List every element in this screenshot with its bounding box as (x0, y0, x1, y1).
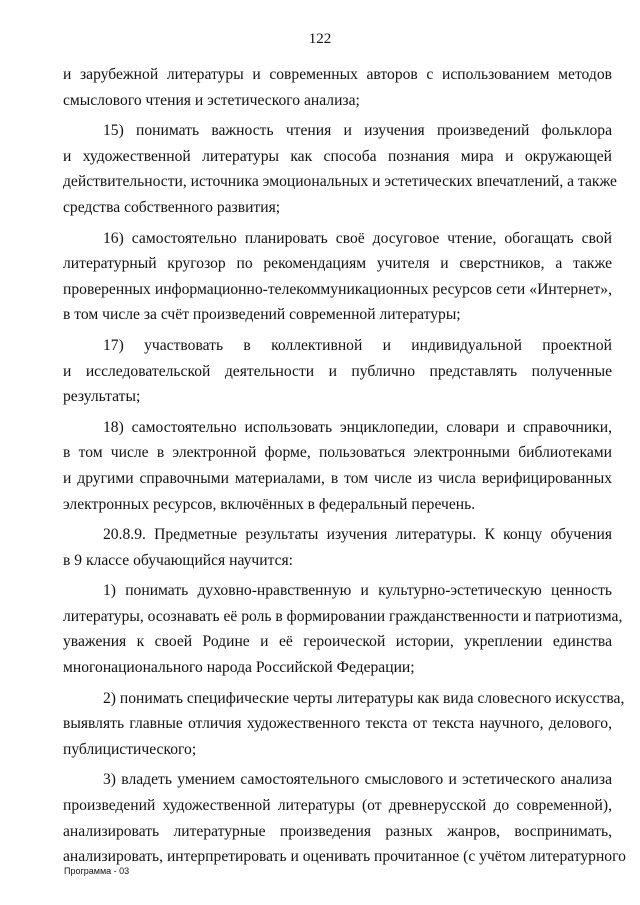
text-line: проверенных информационно-телекоммуникационных ресурсов сети «Интернет», (63, 280, 612, 298)
text-line: анализировать, интерпретировать и оценивать прочитанное (с учётом литературного (63, 848, 626, 866)
page-footer: Программа - 03 (64, 866, 130, 876)
text-line: средства собственного развития; (63, 198, 281, 216)
text-line: литературы, осознавать её роль в формировании гражданственности и патриотизма, (63, 607, 623, 625)
text-line: и другими справочными материалами, в том числе из числа верифицированных (63, 469, 612, 487)
text-line: 16) самостоятельно планировать своё досуговое чтение, обогащать свой (103, 229, 612, 247)
text-line: результаты; (63, 388, 141, 406)
text-line: многонационального народа Российской Федерации; (63, 659, 415, 677)
text-line: анализировать литературные произведения разных жанров, воспринимать, (63, 822, 612, 840)
text-line: и зарубежной литературы и современных авторов с использованием методов (63, 66, 612, 83)
text-line: в том числе в электронной форме, пользоваться электронными библиотеками (63, 444, 612, 462)
text-line: в том числе за счёт произведений современной литературы; (63, 306, 461, 324)
text-line: публицистического; (63, 740, 197, 758)
text-line: 1) понимать духовно-нравственную и культурно-эстетическую ценность (103, 582, 612, 600)
text-line: в 9 классе обучающийся научится: (63, 551, 294, 569)
text-line: и исследовательской деятельности и публично представлять полученные (63, 362, 612, 380)
text-line: 3) владеть умением самостоятельного смыслового и эстетического анализа (103, 771, 612, 789)
document-body (63, 62, 626, 870)
text-line: выявлять главные отличия художественного текста от текста научного, делового, (63, 715, 612, 733)
text-line: 18) самостоятельно использовать энциклопедии, словари и справочники, (103, 418, 612, 436)
page-number: 122 (308, 31, 332, 47)
text-line: электронных ресурсов, включённых в федеральный перечень. (63, 495, 476, 513)
text-line: уважения к своей Родине и её героической истории, укреплении единства (63, 633, 612, 651)
text-line: и художественной литературы как способа познания мира и окружающей (63, 147, 612, 165)
text-line: 17) участвовать в коллективной и индивидуальной проектной (103, 336, 612, 354)
text-line: действительности, источника эмоциональных и эстетических впечатлений, а также (63, 173, 617, 191)
text-line: смыслового чтения и эстетического анализа; (63, 91, 360, 109)
text-line: 15) понимать важность чтения и изучения произведений фольклора (103, 122, 612, 140)
text-line: 2) понимать специфические черты литературы как вида словесного искусства, (103, 689, 625, 707)
text-line: литературный кругозор по рекомендациям учителя и сверстников, а также (63, 255, 612, 273)
text-line: произведений художественной литературы (от древнерусской до современной), (63, 797, 612, 815)
text-line: 20.8.9. Предметные результаты изучения литературы. К концу обучения (103, 526, 612, 544)
